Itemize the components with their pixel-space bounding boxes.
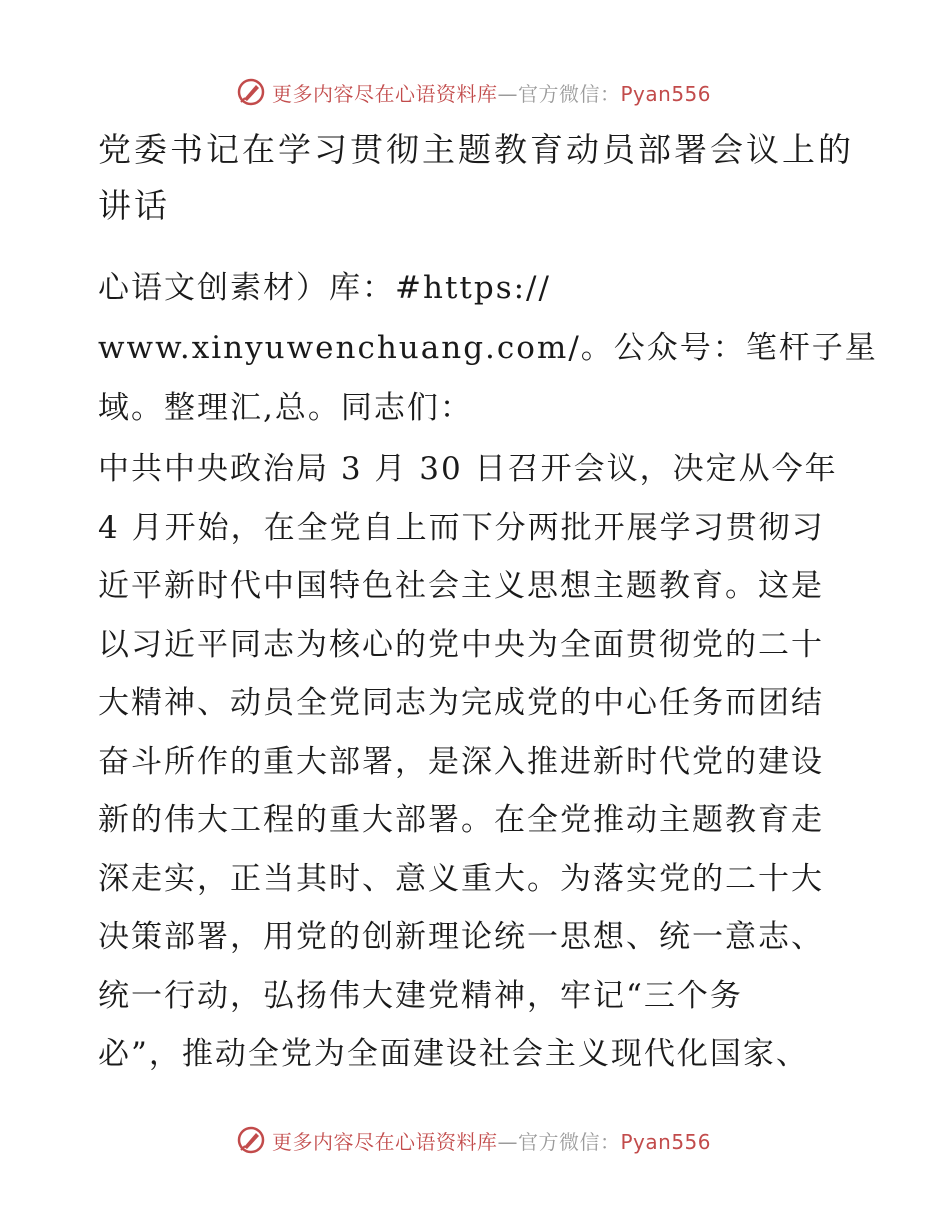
body-line: 必”，推动全党为全面建设社会主义现代化国家、 [98,1036,809,1072]
header-wechat-label: 官方微信： [518,81,621,106]
header-banner-content [236,72,711,112]
header-wechat-id: Pyan556 [620,81,712,106]
body-line: 统一行动，弘扬伟大建党精神，牢记“三个务 [98,977,743,1014]
intro-line: 心语文创素材）库：#https:// [98,270,551,306]
footer-separator: — [497,1129,518,1154]
title-line: 党委书记在学习贯彻主题教育动员部署会议上的 [98,130,854,169]
intro-line: 域。整理汇,总。同志们： [98,390,473,426]
body-line: 新的伟大工程的重大部署。在全党推动主题教育走 [98,802,824,838]
quill-pen-logo-icon [236,1125,266,1155]
header-separator: — [497,81,518,106]
header-brand-text: 更多内容尽在心语资料库 [272,81,498,106]
body-line: 决策部署，用党的创新理论统一思想、统一意志、 [98,919,824,955]
body-line: 奋斗所作的重大部署，是深入推进新时代党的建设 [98,743,824,780]
footer-banner-text [272,1126,711,1155]
body-line: 近平新时代中国特色社会主义思想主题教育。这是 [98,568,824,604]
footer-brand-text: 更多内容尽在心语资料库 [272,1129,498,1154]
body-line: 大精神、动员全党同志为完成党的中心任务而团结 [98,685,824,721]
header-banner-text [272,78,711,107]
body-line: 4 月开始，在全党自上而下分两批开展学习贯彻习 [98,509,825,546]
footer-banner [0,1120,950,1160]
body-paragraph [98,440,858,1084]
footer-banner-content [236,1120,711,1160]
body-line: 中共中央政治局 3 月 30 日召开会议，决定从今年 [98,451,838,487]
body-line: 深走实，正当其时、意义重大。为落实党的二十大 [98,860,824,897]
intro-paragraph [98,258,878,438]
body-line: 以习近平同志为核心的党中央为全面贯彻党的二十 [98,626,824,663]
footer-wechat-id: Pyan556 [620,1129,712,1154]
footer-wechat-label: 官方微信： [518,1129,621,1154]
document-title [98,122,858,234]
quill-pen-logo-icon [236,77,266,107]
header-banner [0,72,950,112]
title-line: 讲话 [98,186,170,225]
intro-line: www.xinyuwenchuang.com/。公众号：笔杆子星 [98,330,878,366]
